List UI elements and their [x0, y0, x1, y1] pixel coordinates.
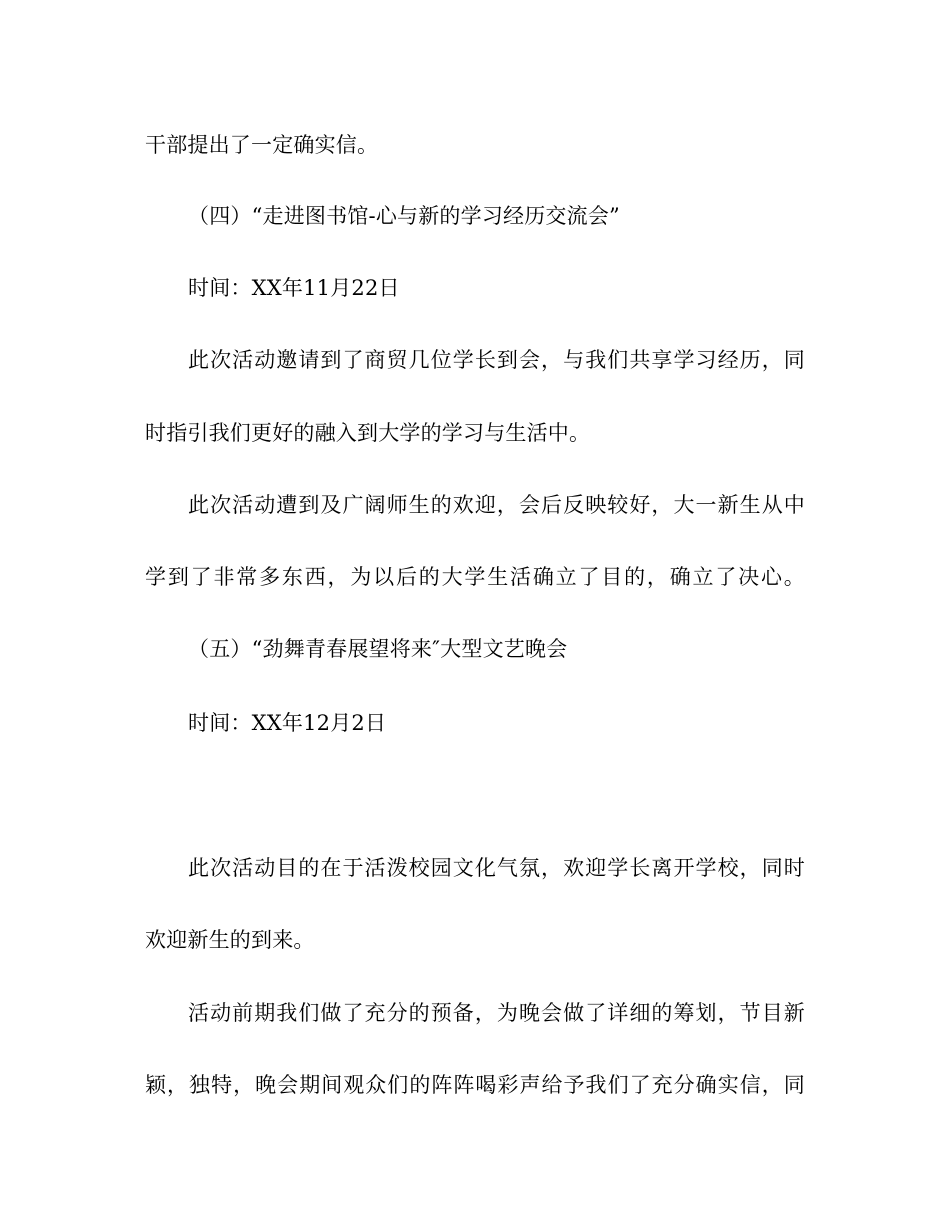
paragraph-line: 颖，独特，晚会期间观众们的阵阵喝彩声给予我们了充分确实信，同 — [145, 1073, 805, 1097]
paragraph-line: 此次活动遭到及广阔师生的欢迎，会后反映较好，大一新生从中 — [188, 493, 805, 517]
paragraph-line: 活动前期我们做了充分的预备，为晚会做了详细的筹划，节目新 — [188, 1001, 805, 1025]
section-heading: （五）“劲舞青春展望将来″大型文艺晚会 — [188, 637, 568, 661]
paragraph-line: 欢迎新生的到来。 — [145, 928, 315, 952]
time-line: 时间：XX年12月2日 — [188, 711, 387, 735]
section-heading: （四）“走进图书馆-心与新的学习经历交流会” — [188, 204, 620, 228]
paragraph-line: 时指引我们更好的融入到大学的学习与生活中。 — [145, 421, 591, 445]
paragraph-line: 此次活动目的在于活泼校园文化气氛，欢迎学长离开学校，同时 — [188, 856, 805, 880]
time-line: 时间：XX年11月22日 — [188, 276, 400, 300]
paragraph-line: 干部提出了一定确实信。 — [145, 133, 379, 157]
paragraph-line: 学到了非常多东西，为以后的大学生活确立了目的，确立了决心。 — [145, 565, 805, 589]
paragraph-line: 此次活动邀请到了商贸几位学长到会，与我们共享学习经历，同 — [188, 348, 805, 372]
